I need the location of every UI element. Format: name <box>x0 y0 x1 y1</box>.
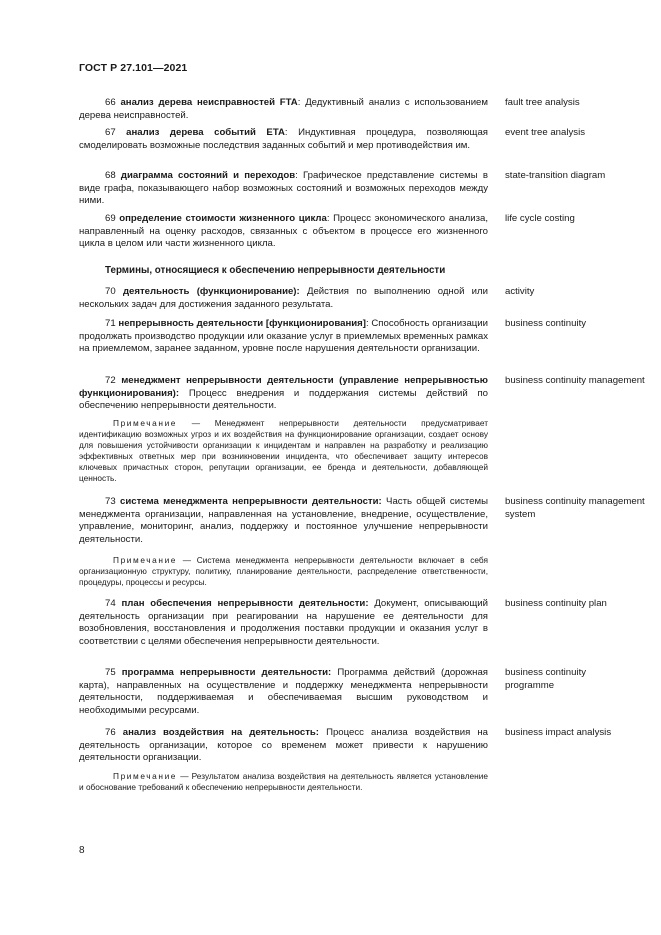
entry-number: 74 <box>105 598 116 609</box>
entry-text <box>79 667 488 717</box>
entry-number: 68 <box>105 170 116 181</box>
term-entry-76 <box>79 727 488 765</box>
note-body: — Менеджмент непрерывности деятельности предусматривает идентификацию возможных угроз и их воздействия на функционирование организации, создает основу для повышения устойчивости организации к инцидентам и направлен на разработку и реализацию эффективных ответных мер при возникновении инцидента, что обеспечивает защиту интересов ключевых причастных сторон, репутации организации, ее бренда и деятельности, добавляющей ценность. <box>79 418 488 483</box>
note-block-3 <box>79 771 488 793</box>
term-definition: Способность организации продолжать производство продукции или оказание услуг в приемлемых временных рамках на приемлемом, заранее заданном, уровне после нарушения деятельности организации. <box>79 318 488 354</box>
term-entry-73 <box>79 496 488 546</box>
term-entry-68 <box>79 170 488 208</box>
note-label: Примечание <box>113 418 178 428</box>
entry-text <box>79 213 488 251</box>
term-entry-72 <box>79 375 488 413</box>
term-definition: Действия по выполнению одной или нескольких задач для достижения заданного результата. <box>79 286 488 310</box>
document-code-header: ГОСТ Р 27.101—2021 <box>79 62 188 74</box>
term-name: анализ воздействия на деятельность: <box>122 727 320 738</box>
english-term-74: business continuity plan <box>505 598 607 609</box>
english-term-66: fault tree analysis <box>505 97 580 108</box>
term-definition: Дедуктивный анализ с использованием дерева неисправностей. <box>79 97 488 121</box>
entry-text <box>79 375 488 413</box>
entry-text <box>79 286 488 311</box>
note-label: Примечание <box>113 555 178 565</box>
entry-text <box>79 170 488 208</box>
english-term-73: business continuity management system <box>505 496 645 520</box>
term-entry-75 <box>79 667 488 717</box>
term-definition: Процесс анализа воздействия на деятельность организации, которое со временем может привести к нарушению деятельности организации. <box>79 727 488 763</box>
term-definition: Документ, описывающий деятельность организации при реагировании на нарушение ее деятельности для возобновления, восстановления и продолжения поставки продукции и оказания услуг в соответствии с целями обеспечения непрерывности деятельности. <box>79 598 488 647</box>
page-number: 8 <box>79 845 85 856</box>
entry-number: 71 <box>105 318 116 329</box>
term-name: диаграмма состояний и переходов <box>120 170 296 181</box>
entry-number: 69 <box>105 213 116 224</box>
term-name: непрерывность деятельности [функционирования] <box>118 318 366 329</box>
term-definition: Процесс экономического анализа, направленный на оценку расходов, связанных с объектом в процессе его жизненного цикла в целом или части жизненного цикла. <box>79 213 489 249</box>
term-entry-69 <box>79 213 488 251</box>
entry-text <box>79 727 488 765</box>
note-text <box>79 418 488 484</box>
note-body: — Результатом анализа воздействия на деятельность является установление и обоснование требований к обеспечению непрерывности деятельности. <box>79 771 488 792</box>
entry-number: 67 <box>105 127 116 138</box>
term-name: анализ дерева событий ETA <box>126 127 285 138</box>
term-definition: Графическое представление системы в виде графа, показывающего набор возможных состояний и возможных переходов между ними. <box>79 170 488 206</box>
term-definition: Часть общей системы менеджмента организации, направленная на установление, внедрение, осуществление, управление, мониторинг, анализ, поддержку и постоянное улучшение непрерывности деятельности. <box>79 496 488 545</box>
term-name: деятельность (функционирование): <box>122 286 300 297</box>
english-term-71: business continuity <box>505 318 587 329</box>
term-name: определение стоимости жизненного цикла <box>119 213 327 224</box>
term-separator: : <box>284 127 288 138</box>
entry-text <box>79 496 488 546</box>
entry-text <box>79 318 488 356</box>
english-term-76: business impact analysis <box>505 727 612 738</box>
english-term-69: life cycle costing <box>505 213 575 224</box>
term-definition: Программа действий (дорожная карта), направленных на осуществление и поддержку менеджмента непрерывности деятельности, поддерживаемая и обеспечиваемая высшим руководством и необходимыми ресурсами. <box>79 667 488 716</box>
term-separator: : <box>297 97 301 108</box>
note-block-1 <box>79 418 488 484</box>
term-name: менеджмент непрерывности деятельности (управление непрерывностью функционирования): <box>79 375 488 399</box>
entry-text <box>79 598 488 648</box>
entry-number: 70 <box>105 286 116 297</box>
term-entry-70 <box>79 286 488 311</box>
term-separator: : <box>365 318 369 329</box>
note-body: — Система менеджмента непрерывности деятельности включает в себя организационную структуру, политику, планирование деятельности, распределение ответственности, процедуры, процессы и ресурсы. <box>79 555 488 587</box>
note-label: Примечание <box>113 771 178 781</box>
note-text <box>79 555 488 588</box>
term-name: план обеспечения непрерывности деятельности: <box>121 598 369 609</box>
entry-number: 75 <box>105 667 116 678</box>
term-entry-74 <box>79 598 488 648</box>
note-text <box>79 771 488 793</box>
term-entry-66 <box>79 97 488 122</box>
entry-number: 76 <box>105 727 116 738</box>
term-definition: Индуктивная процедура, позволяющая смоделировать возможные последствия заданных событий и мер противодействия им. <box>79 127 488 151</box>
entry-number: 66 <box>105 97 116 108</box>
english-term-70: activity <box>505 286 535 297</box>
entry-number: 73 <box>105 496 116 507</box>
section-title: Термины, относящиеся к обеспечению непрерывности деятельности <box>105 265 446 276</box>
note-block-2 <box>79 555 488 588</box>
english-term-67: event tree analysis <box>505 127 585 138</box>
term-separator: : <box>326 213 330 224</box>
entry-text <box>79 127 488 152</box>
entry-text <box>79 97 488 122</box>
term-name: анализ дерева неисправностей FTA <box>120 97 298 108</box>
english-term-68: state-transition diagram <box>505 170 606 181</box>
english-term-75: business continuity programme <box>505 667 587 691</box>
entry-number: 72 <box>105 375 116 386</box>
term-definition: Процесс внедрения и поддержания системы действий по обеспечению непрерывности деятельности. <box>79 387 489 411</box>
term-entry-67 <box>79 127 488 152</box>
english-term-72: business continuity management <box>505 375 645 386</box>
term-entry-71 <box>79 318 488 356</box>
term-name: программа непрерывности деятельности: <box>121 667 332 678</box>
term-name: система менеджмента непрерывности деятельности: <box>120 496 382 507</box>
term-separator: : <box>295 170 298 181</box>
